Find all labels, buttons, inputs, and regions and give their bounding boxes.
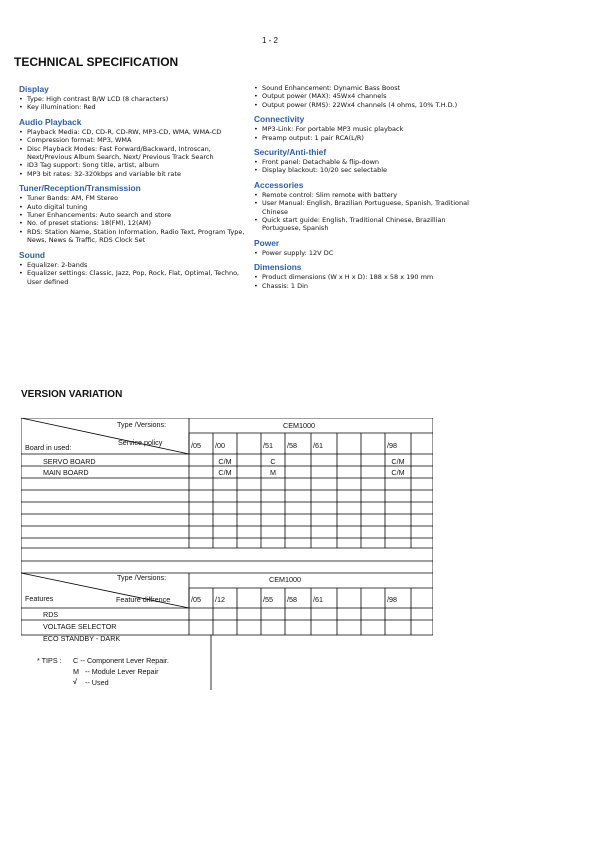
t1-version-header: /61 (313, 441, 323, 450)
spec-item: • Preamp output: 1 pair RCA(L/R) (254, 134, 484, 142)
spec-list (19, 261, 249, 286)
t2-row-label-rds: RDS (43, 610, 59, 619)
t1-row-label-main: MAIN BOARD (43, 468, 89, 477)
spec-item: • Disc Playback Modes: Fast Forward/Backward, Introscan, Next/Previous Album Search, Next/ Previous Track Search (19, 145, 249, 162)
spec-list (19, 128, 249, 178)
t1-version-header: /00 (215, 441, 225, 450)
spec-item: • Sound Enhancement: Dynamic Bass Boost (254, 84, 484, 92)
spec-list (254, 158, 484, 175)
section-heading: Audio Playback (19, 116, 82, 127)
left-section (19, 117, 249, 178)
t1-model-label: CEM1000 (283, 421, 315, 430)
section-heading: Security/Anti-thief (254, 147, 327, 158)
tips-line-1: C -- Component Lever Repair. (73, 656, 169, 665)
t2-version-header: /55 (263, 595, 273, 604)
spec-item: • Tuner Bands: AM, FM Stereo (19, 194, 249, 202)
spec-item: • Equalizer settings: Classic, Jazz, Pop, Rock, Flat, Optimal, Techno, User defined (19, 269, 249, 286)
spec-item: • User Manual: English, Brazilian Portuguese, Spanish, Traditional Chinese (254, 199, 484, 216)
spec-item: • RDS: Station Name, Station Information, Radio Text, Program Type, News, News & Traffic, RDS Clock Set (19, 228, 249, 245)
spec-item: • Front panel: Detachable & flip-down (254, 158, 484, 166)
spec-item: • Quick start guide: English, Traditional Chinese, Brazillian Portuguese, Spanish (254, 216, 484, 233)
spec-item: • Product dimensions (W x H x D): 188 x 58 x 190 mm (254, 273, 484, 281)
spec-item: • Chassis: 1 Din (254, 282, 484, 290)
t2-row-label-eco: ECO STANDBY - DARK (43, 634, 121, 643)
t2-feature-difference-label: Feature diffrence (116, 595, 171, 604)
section-heading: Connectivity (254, 114, 305, 125)
spec-item: • Type: High contrast B/W LCD (8 characters) (19, 95, 249, 103)
spec-item: • Auto digital tuning (19, 203, 249, 211)
right-section (254, 180, 484, 233)
section-heading: Sound (19, 249, 46, 260)
t2-row-label-voltage: VOLTAGE SELECTOR (43, 622, 117, 631)
right-section (254, 84, 484, 109)
t2-version-header: /58 (287, 595, 297, 604)
spec-item: • ID3 Tag support: Song title, artist, album (19, 161, 249, 169)
spec-column-right (254, 84, 484, 295)
t1-service-policy-label: Service policy (118, 438, 163, 447)
right-section (254, 262, 484, 290)
spec-item: • MP3 bit rates: 32-320kbps and variable bit rate (19, 170, 249, 178)
t2-features-label: Features (25, 594, 54, 603)
spec-item: • Compression format: MP3, WMA (19, 136, 249, 144)
spec-list (254, 191, 484, 233)
t1-type-versions-label: Type /Versions: (117, 420, 167, 429)
t1-cell: C/M (218, 468, 232, 477)
t1-cell: C/M (218, 457, 232, 466)
section-heading: Tuner/Reception/Transmission (19, 183, 141, 194)
t1-version-header: /98 (387, 441, 397, 450)
tips-line-2: -- Module Lever Repair (85, 667, 159, 676)
tips-prefix: * TIPS : (37, 656, 62, 665)
spec-item: • No. of preset stations: 18(FM), 12(AM) (19, 219, 249, 227)
spec-list (19, 194, 249, 244)
spec-item: • Output power (MAX): 45Wx4 channels (254, 92, 484, 100)
version-variation-title: VERSION VARIATION (21, 389, 123, 400)
t1-version-header: /58 (287, 441, 297, 450)
t2-version-header: /61 (313, 595, 323, 604)
spec-item: • Display blackout: 10/20 sec selectable (254, 166, 484, 174)
spec-item: • Tuner Enhancements: Auto search and store (19, 211, 249, 219)
t1-cell: C/M (391, 457, 405, 466)
spec-item: • Equalizer: 2-bands (19, 261, 249, 269)
right-section (254, 238, 484, 257)
t1-version-header: /51 (263, 441, 273, 450)
spec-item: • Playback Media: CD, CD-R, CD-RW, MP3-CD, WMA, WMA-CD (19, 128, 249, 136)
version-variation-table (21, 418, 433, 690)
t2-type-versions-label: Type /Versions: (117, 573, 167, 582)
section-heading: Accessories (254, 179, 304, 190)
page-title: TECHNICAL SPECIFICATION (14, 55, 179, 69)
spec-list (254, 84, 484, 109)
tips-key-2: M (73, 667, 79, 676)
spec-list (254, 273, 484, 290)
t2-version-header: /12 (215, 595, 225, 604)
right-section (254, 147, 484, 175)
t1-version-header: /05 (191, 441, 201, 450)
check-icon: √ (73, 677, 77, 686)
spec-column-left (19, 84, 249, 291)
t2-model-label: CEM1000 (269, 575, 301, 584)
spec-list (254, 249, 484, 257)
section-heading: Power (254, 237, 280, 248)
t2-version-header: /98 (387, 595, 397, 604)
t1-board-in-used-label: Board in used: (25, 443, 72, 452)
t1-row-label-servo: SERVO BOARD (43, 457, 96, 466)
section-heading: Dimensions (254, 262, 302, 273)
spec-item: • Power supply: 12V DC (254, 249, 484, 257)
spec-item: • Key illumination: Red (19, 103, 249, 111)
t2-version-header: /05 (191, 595, 201, 604)
section-heading: Display (19, 84, 49, 94)
left-section (19, 250, 249, 286)
spec-list (254, 125, 484, 142)
right-section (254, 114, 484, 142)
t1-cell: C/M (391, 468, 405, 477)
left-section (19, 84, 249, 112)
t1-cell: M (270, 468, 276, 477)
spec-item: • Remote control: Slim remote with battery (254, 191, 484, 199)
left-section (19, 183, 249, 244)
spec-item: • Output power (RMS): 22Wx4 channels (4 ohms, 10% T.H.D.) (254, 101, 484, 109)
t1-cell: C (270, 457, 276, 466)
tips-line-3: -- Used (85, 678, 109, 687)
spec-item: • MP3-Link: For portable MP3 music playback (254, 125, 484, 133)
spec-list (19, 95, 249, 112)
page-number: 1 - 2 (262, 36, 279, 45)
